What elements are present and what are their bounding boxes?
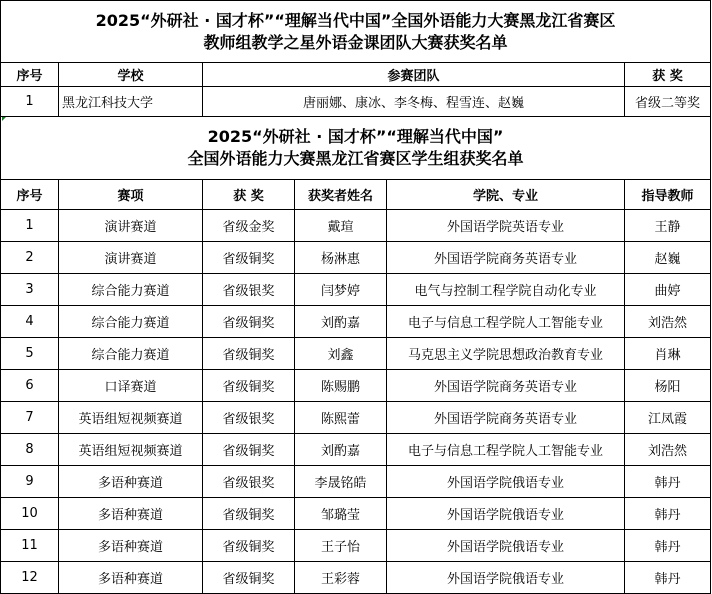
cell-name: 闫梦婷 [295, 274, 387, 306]
student-title-line2: 全国外语能力大赛黑龙江省赛区学生组获奖名单 [187, 149, 524, 168]
cell-award: 省级铜奖 [203, 370, 295, 402]
cell-event: 多语种赛道 [59, 530, 203, 562]
teacher-title-line2: 教师组教学之星外语金课团队大赛获奖名单 [203, 32, 508, 52]
cell-name: 王彩蓉 [295, 562, 387, 594]
cell-teacher: 韩丹 [625, 498, 711, 530]
cell-teacher: 王静 [625, 210, 711, 242]
cell-no: 6 [1, 370, 59, 402]
cell-name: 戴瑄 [295, 210, 387, 242]
cell-college: 外国语学院俄语专业 [387, 498, 625, 530]
cell-college: 外国语学院俄语专业 [387, 562, 625, 594]
cell-name: 李晟铭皓 [295, 466, 387, 498]
cell-award: 省级银奖 [203, 274, 295, 306]
table-row [1, 530, 711, 562]
cell-event: 多语种赛道 [59, 562, 203, 594]
cell-no: 12 [1, 562, 59, 594]
cell-college: 马克思主义学院思想政治教育专业 [387, 338, 625, 370]
cell-award: 省级金奖 [203, 210, 295, 242]
cell-event: 演讲赛道 [59, 210, 203, 242]
teacher-table-title [1, 1, 711, 63]
cell-award: 省级铜奖 [203, 530, 295, 562]
table-row [1, 338, 711, 370]
cell-name: 刘酌嘉 [295, 434, 387, 466]
teacher-title-line1: 2025“外研社 · 国才杯”“理解当代中国”全国外语能力大赛黑龙江省赛区 [95, 10, 616, 30]
cell-award: 省级铜奖 [203, 242, 295, 274]
header-college: 学院、专业 [387, 180, 625, 210]
cell-teacher: 曲婷 [625, 274, 711, 306]
header-event: 赛项 [59, 180, 203, 210]
header-name: 获奖者姓名 [295, 180, 387, 210]
cell-teacher: 杨阳 [625, 370, 711, 402]
header-no: 序号 [1, 63, 59, 87]
cell-award: 省级铜奖 [203, 306, 295, 338]
cell-event: 英语组短视频赛道 [59, 434, 203, 466]
cell-teacher: 赵巍 [625, 242, 711, 274]
cell-name: 王子怡 [295, 530, 387, 562]
teacher-team-table [0, 0, 711, 117]
student-rows [1, 210, 711, 594]
cell-no: 1 [1, 87, 59, 117]
table-row [1, 562, 711, 594]
table-row [1, 87, 711, 117]
table-row [1, 402, 711, 434]
cell-college: 外国语学院商务英语专业 [387, 402, 625, 434]
table-row [1, 242, 711, 274]
cell-no: 3 [1, 274, 59, 306]
cell-no: 9 [1, 466, 59, 498]
header-teacher: 指导教师 [625, 180, 711, 210]
header-no: 序号 [1, 180, 59, 210]
cell-no: 8 [1, 434, 59, 466]
student-table-title [1, 117, 711, 180]
cell-teacher: 肖琳 [625, 338, 711, 370]
table-row [1, 274, 711, 306]
cell-team: 唐丽娜、康冰、李冬梅、程雪连、赵巍 [203, 87, 625, 117]
cell-teacher: 韩丹 [625, 466, 711, 498]
header-award: 获 奖 [203, 180, 295, 210]
cell-name: 刘鑫 [295, 338, 387, 370]
cell-college: 外国语学院俄语专业 [387, 530, 625, 562]
cell-college: 外国语学院商务英语专业 [387, 242, 625, 274]
cell-event: 综合能力赛道 [59, 338, 203, 370]
header-team: 参赛团队 [203, 63, 625, 87]
cell-event: 多语种赛道 [59, 498, 203, 530]
header-school: 学校 [59, 63, 203, 87]
cell-name: 陈熙蕾 [295, 402, 387, 434]
cell-no: 7 [1, 402, 59, 434]
cell-award: 省级铜奖 [203, 338, 295, 370]
cell-event: 口译赛道 [59, 370, 203, 402]
cell-college: 电子与信息工程学院人工智能专业 [387, 434, 625, 466]
cell-award: 省级铜奖 [203, 562, 295, 594]
cell-no: 10 [1, 498, 59, 530]
table-row [1, 466, 711, 498]
student-title-line1: 2025“外研社 · 国才杯”“理解当代中国” [207, 127, 504, 146]
cell-event: 综合能力赛道 [59, 306, 203, 338]
cell-event: 多语种赛道 [59, 466, 203, 498]
cell-college: 电气与控制工程学院自动化专业 [387, 274, 625, 306]
cell-college: 电子与信息工程学院人工智能专业 [387, 306, 625, 338]
table-row [1, 434, 711, 466]
cell-no: 11 [1, 530, 59, 562]
cell-college: 外国语学院商务英语专业 [387, 370, 625, 402]
cell-name: 杨淋惠 [295, 242, 387, 274]
cell-teacher: 刘浩然 [625, 306, 711, 338]
cell-no: 2 [1, 242, 59, 274]
table-row [1, 306, 711, 338]
teacher-table-header [1, 63, 711, 87]
cell-school: 黑龙江科技大学 [59, 87, 203, 117]
header-award: 获 奖 [625, 63, 711, 87]
table-row [1, 210, 711, 242]
cell-name: 陈赐鹏 [295, 370, 387, 402]
cell-teacher: 韩丹 [625, 562, 711, 594]
cell-award: 省级铜奖 [203, 498, 295, 530]
cell-award: 省级二等奖 [625, 87, 711, 117]
student-award-table [0, 116, 711, 594]
cell-no: 5 [1, 338, 59, 370]
table-row [1, 370, 711, 402]
cell-event: 综合能力赛道 [59, 274, 203, 306]
cell-award: 省级银奖 [203, 402, 295, 434]
cell-no: 4 [1, 306, 59, 338]
cell-college: 外国语学院英语专业 [387, 210, 625, 242]
cell-event: 英语组短视频赛道 [59, 402, 203, 434]
cell-teacher: 刘浩然 [625, 434, 711, 466]
cell-event: 演讲赛道 [59, 242, 203, 274]
cell-teacher: 韩丹 [625, 530, 711, 562]
cell-name: 刘酌嘉 [295, 306, 387, 338]
cell-no: 1 [1, 210, 59, 242]
student-table-header [1, 180, 711, 210]
table-row [1, 498, 711, 530]
cell-award: 省级铜奖 [203, 434, 295, 466]
cell-name: 邹璐莹 [295, 498, 387, 530]
cell-award: 省级银奖 [203, 466, 295, 498]
cell-teacher: 江凤霞 [625, 402, 711, 434]
cell-college: 外国语学院俄语专业 [387, 466, 625, 498]
